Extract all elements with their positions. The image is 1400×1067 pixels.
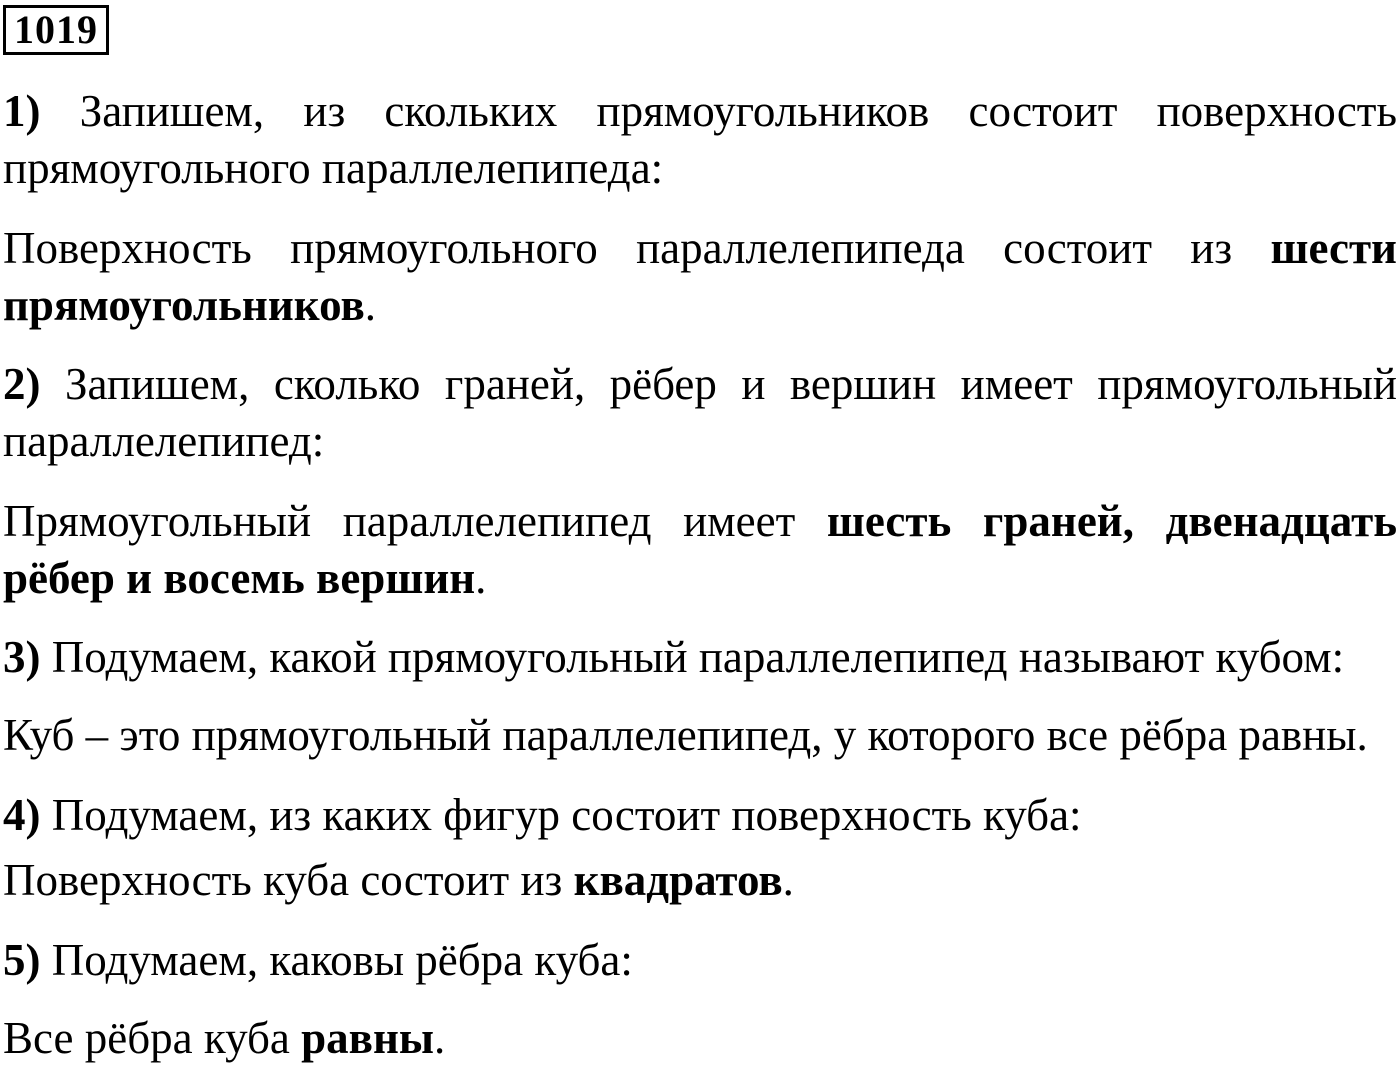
question-4 bbox=[3, 787, 1397, 844]
answer-end: . bbox=[434, 1013, 446, 1063]
answer-text: Поверхность прямоугольного параллелепипеда состоит из bbox=[3, 223, 1271, 273]
question-5 bbox=[3, 932, 1397, 989]
answer-text: Поверхность куба состоит из bbox=[3, 855, 574, 905]
question-number: 4) bbox=[3, 790, 41, 840]
answer-end: . bbox=[364, 280, 377, 330]
question-number: 3) bbox=[3, 632, 41, 682]
question-1 bbox=[3, 83, 1397, 197]
question-number: 1) bbox=[3, 86, 41, 136]
question-text: Запишем, из скольких прямоугольников состоит поверхность прямоугольного параллелепипеда: bbox=[3, 86, 1397, 193]
task-number-box: 1019 bbox=[3, 5, 109, 55]
answer-text: Прямоугольный параллелепипед имеет bbox=[3, 496, 827, 546]
answer-end: . bbox=[782, 855, 794, 905]
answer-bold: шести прямоугольников bbox=[3, 223, 1397, 330]
question-text: Подумаем, из каких фигур состоит поверхность куба: bbox=[40, 790, 1082, 840]
answer-4 bbox=[3, 852, 1397, 909]
answer-5 bbox=[3, 1010, 1397, 1067]
answer-text: Куб – это прямоугольный параллелепипед, у которого все рёбра равны. bbox=[3, 710, 1368, 760]
answer-text: Все рёбра куба bbox=[3, 1013, 302, 1063]
answer-bold: равны bbox=[301, 1013, 434, 1063]
answer-2 bbox=[3, 493, 1397, 607]
answer-1 bbox=[3, 220, 1397, 334]
question-3 bbox=[3, 629, 1397, 686]
question-text: Подумаем, какой прямоугольный параллелепипед называют кубом: bbox=[40, 632, 1345, 682]
answer-3 bbox=[3, 707, 1397, 764]
question-text: Запишем, сколько граней, рёбер и вершин имеет прямоугольный параллелепипед: bbox=[3, 359, 1397, 466]
question-number: 5) bbox=[3, 935, 41, 985]
answer-bold: шесть граней, двенадцать рёбер и восемь вершин bbox=[3, 496, 1397, 603]
answer-bold: квадратов bbox=[573, 855, 783, 905]
question-2 bbox=[3, 356, 1397, 470]
question-number: 2) bbox=[3, 359, 41, 409]
answer-end: . bbox=[475, 553, 487, 603]
question-text: Подумаем, каковы рёбра куба: bbox=[40, 935, 633, 985]
